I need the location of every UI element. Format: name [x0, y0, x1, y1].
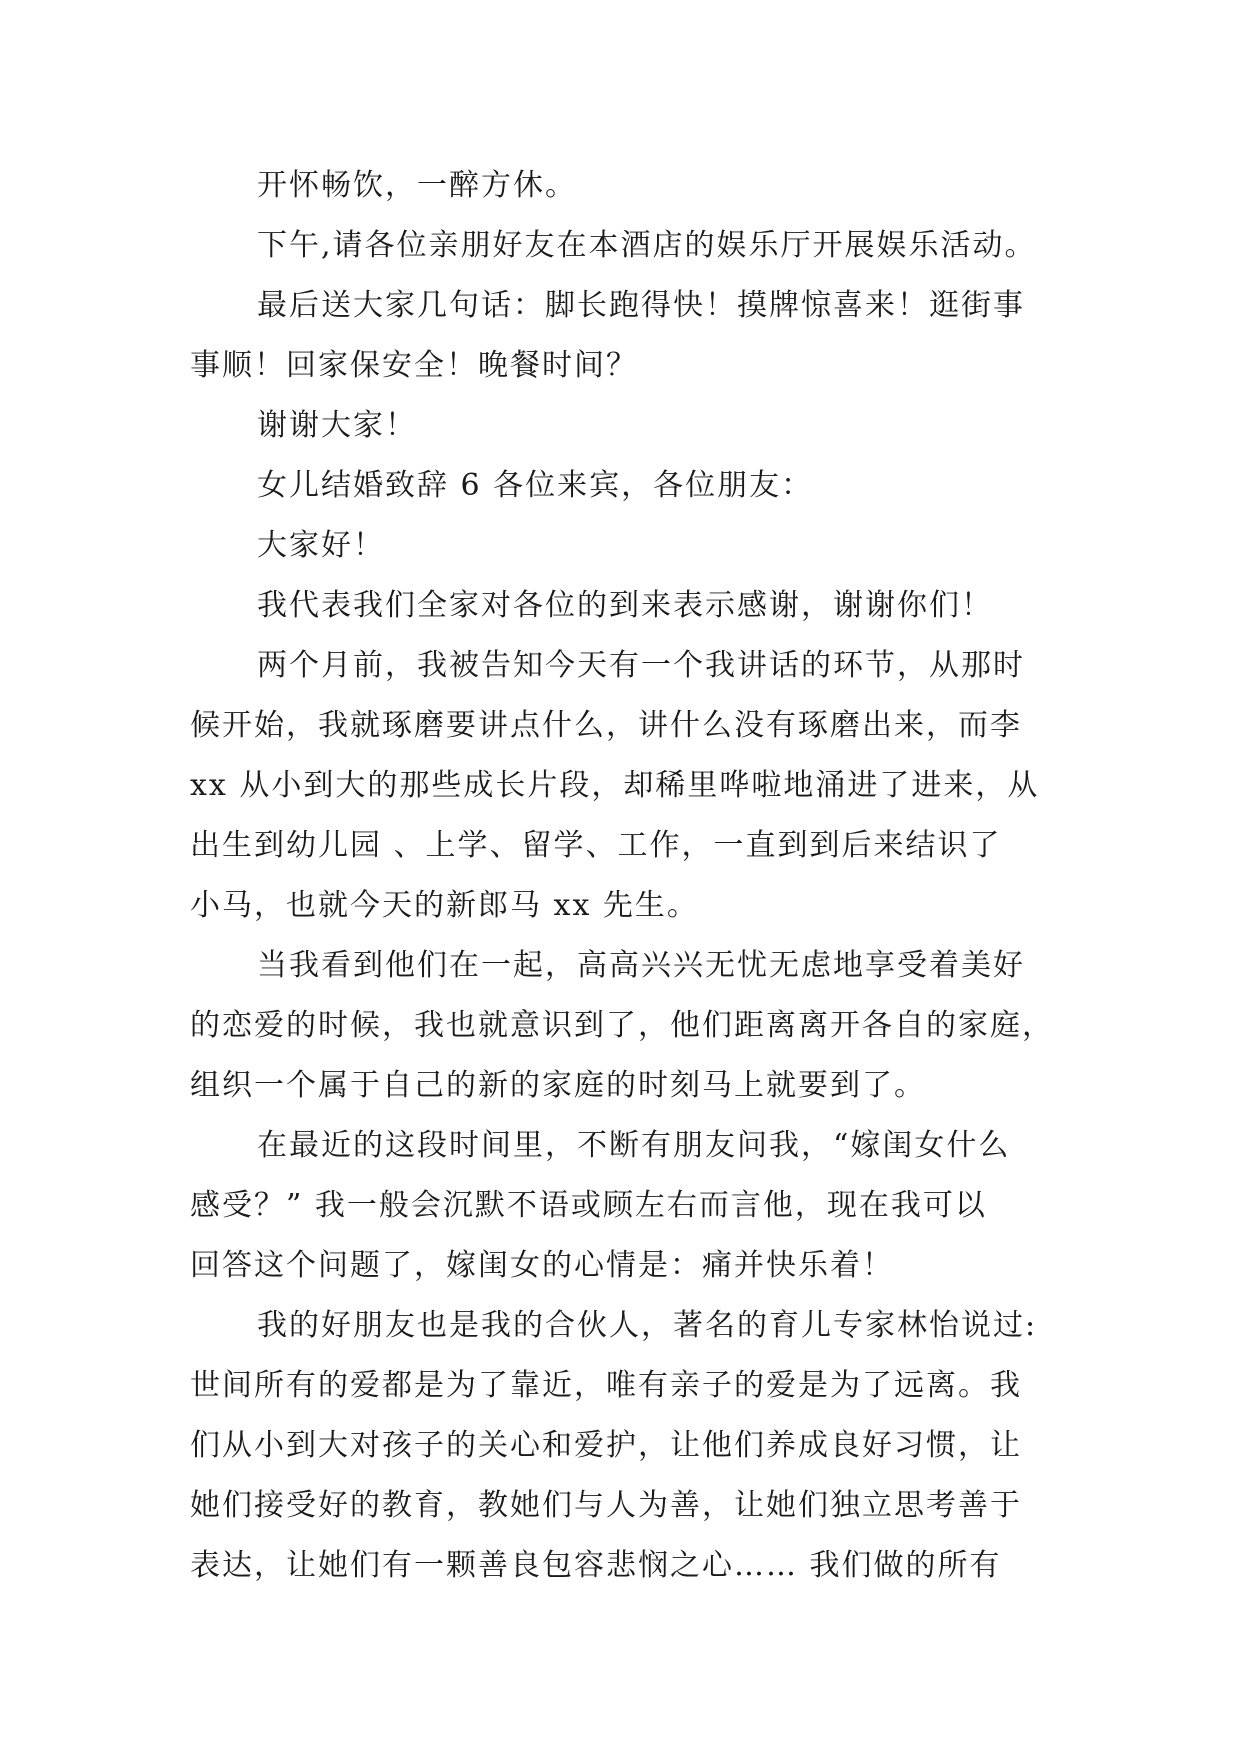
text-line: 感受？” 我一般会沉默不语或顾左右而言他，现在我可以 [190, 1188, 987, 1223]
text-line: 下午,请各位亲朋好友在本酒店的娱乐厅开展娱乐活动。 [257, 228, 1037, 263]
text-line: 当我看到他们在一起，高高兴兴无忧无虑地享受着美好 [257, 948, 1025, 983]
text-line: 最后送大家几句话：脚长跑得快！摸牌惊喜来！逛街事 [257, 288, 1025, 323]
text-line: 事顺！回家保安全！晚餐时间？ [190, 348, 638, 383]
text-line: 两个月前，我被告知今天有一个我讲话的环节，从那时 [257, 648, 1025, 683]
text-line: 表达，让她们有一颗善良包容悲悯之心…… 我们做的所有 [190, 1548, 1002, 1583]
text-line: 世间所有的爱都是为了靠近，唯有亲子的爱是为了远离。我 [190, 1368, 1022, 1403]
text-line: 大家好！ [257, 528, 385, 563]
text-line: 女儿结婚致辞 6 各位来宾，各位朋友： [257, 468, 814, 503]
text-line: 我代表我们全家对各位的到来表示感谢，谢谢你们！ [257, 588, 993, 623]
text-line: 们从小到大对孩子的关心和爱护，让他们养成良好习惯，让 [190, 1428, 1022, 1463]
text-line: 谢谢大家！ [257, 408, 417, 443]
text-line: 开怀畅饮，一醉方休。 [257, 168, 577, 203]
text-line: 候开始，我就琢磨要讲点什么，讲什么没有琢磨出来，而李 [190, 708, 1022, 743]
text-line: 在最近的这段时间里，不断有朋友问我，“嫁闺女什么 [257, 1128, 1011, 1163]
text-line: xx 从小到大的那些成长片段，却稀里哗啦地涌进了进来，从 [190, 768, 1040, 803]
text-line: 组织一个属于自己的新的家庭的时刻马上就要到了。 [190, 1068, 926, 1103]
text-line: 出生到幼儿园 、上学、留学、工作，一直到到后来结识了 [190, 828, 1002, 863]
text-line: 回答这个问题了，嫁闺女的心情是：痛并快乐着！ [190, 1248, 894, 1283]
text-line: 我的好朋友也是我的合伙人，著名的育儿专家林怡说过: [257, 1308, 1038, 1343]
text-line: 小马，也就今天的新郎马 xx 先生。 [190, 888, 699, 923]
text-line: 的恋爱的时候，我也就意识到了，他们距离离开各自的家庭， [190, 1008, 1054, 1043]
text-line: 她们接受好的教育，教她们与人为善，让她们独立思考善于 [190, 1488, 1022, 1523]
